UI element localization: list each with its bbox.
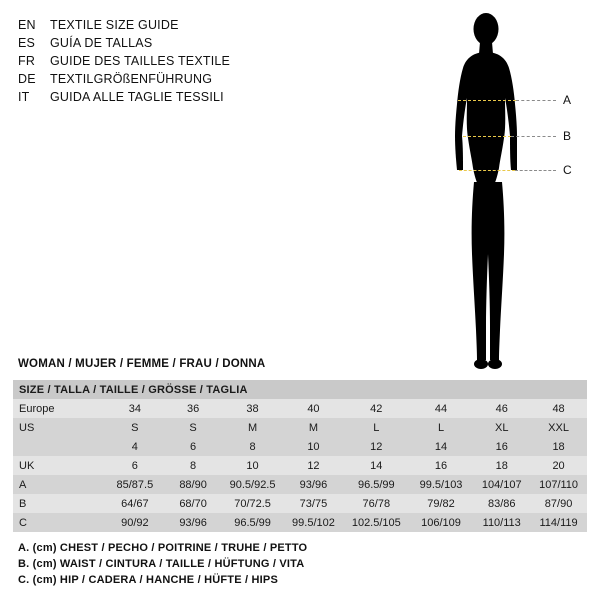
size-table	[13, 380, 587, 532]
measure-label-b: B	[563, 129, 572, 143]
table-row	[13, 437, 587, 456]
cell: 18	[552, 440, 565, 453]
table-row	[13, 399, 587, 418]
cell: 73/75	[299, 497, 328, 510]
measurement-legend	[18, 540, 578, 588]
cell: 88/90	[179, 478, 207, 491]
female-silhouette-icon	[430, 8, 590, 378]
row-label: UK	[19, 459, 35, 472]
measure-line-chest	[458, 100, 516, 101]
language-code: EN	[18, 18, 36, 32]
cell: XL	[494, 421, 509, 434]
cell: 6	[190, 440, 197, 453]
cell: 18	[495, 459, 508, 472]
measure-label-a: A	[563, 93, 572, 107]
cell: 107/110	[539, 478, 579, 491]
cell: M	[308, 421, 319, 434]
language-text: TEXTILE SIZE GUIDE	[50, 18, 179, 32]
cell: 114/119	[539, 516, 578, 529]
cell: 14	[370, 459, 383, 472]
cell: 46	[495, 402, 508, 415]
cell: 93/96	[179, 516, 207, 529]
row-label: B	[19, 497, 27, 510]
cell: M	[247, 421, 258, 434]
cell: 10	[307, 440, 320, 453]
language-code: ES	[18, 36, 36, 50]
cell: S	[131, 421, 139, 434]
cell: 96.5/99	[234, 516, 271, 529]
table-header-row	[13, 380, 587, 399]
row-label: US	[19, 421, 35, 434]
cell: 83/86	[487, 497, 516, 510]
cell: 16	[495, 440, 508, 453]
row-label: A	[19, 478, 27, 491]
language-row	[18, 34, 348, 52]
row-label	[13, 437, 106, 456]
measure-leader-waist	[511, 136, 556, 137]
measure-leader-hip	[515, 170, 556, 171]
group-title: WOMAN / MUJER / FEMME / FRAU / DONNA	[18, 358, 266, 370]
cell: 4	[131, 440, 138, 453]
language-row	[18, 16, 348, 34]
body-figure	[430, 8, 590, 378]
cell: 104/107	[481, 478, 522, 491]
legend-line-b: B. (cm) WAIST / CINTURA / TAILLE / HÜFTUNG / VITA	[18, 558, 305, 570]
cell: XXL	[548, 421, 569, 434]
measure-line-waist	[463, 136, 511, 137]
cell: 36	[186, 402, 200, 415]
measure-label-c: C	[563, 163, 572, 177]
row-label: Europe	[19, 402, 55, 415]
language-text: TEXTILGRÖßENFÜHRUNG	[50, 72, 213, 86]
cell: 76/78	[362, 497, 391, 510]
language-row	[18, 52, 348, 70]
table-row	[13, 494, 587, 513]
cell: 38	[246, 402, 259, 415]
cell: 85/87.5	[116, 478, 154, 491]
legend-line-a: A. (cm) CHEST / PECHO / POITRINE / TRUHE / PETTO	[18, 542, 308, 554]
table-row	[13, 456, 587, 475]
cell: 12	[307, 459, 320, 472]
cell: 34	[128, 402, 141, 415]
row-label: C	[19, 516, 27, 529]
table-row	[13, 475, 587, 494]
table-row	[13, 418, 587, 437]
table-header-label: SIZE / TALLA / TAILLE / GRÖSSE / TAGLIA	[19, 383, 248, 396]
language-text: GUÍA DE TALLAS	[50, 36, 153, 50]
cell: 12	[370, 440, 383, 453]
cell: 99.5/103	[419, 478, 463, 491]
language-row	[18, 88, 348, 106]
cell: 48	[552, 402, 565, 415]
cell: 16	[434, 459, 448, 472]
cell: 8	[190, 459, 197, 472]
measure-line-hip	[459, 170, 515, 171]
cell: 90.5/92.5	[229, 478, 276, 491]
language-text: GUIDA ALLE TAGLIE TESSILI	[50, 90, 224, 104]
cell: 93/96	[299, 478, 328, 491]
legend-line-c: C. (cm) HIP / CADERA / HANCHE / HÜFTE / HIPS	[18, 574, 278, 586]
cell: 8	[249, 440, 256, 453]
cell: 99.5/102	[292, 516, 335, 529]
cell: L	[373, 421, 380, 434]
table-row	[13, 513, 587, 532]
measure-leader-chest	[516, 100, 556, 101]
cell: 79/82	[427, 497, 455, 510]
cell: 44	[434, 402, 448, 415]
cell: L	[437, 421, 445, 434]
cell: 42	[370, 402, 383, 415]
language-code: FR	[18, 54, 36, 68]
language-code: IT	[18, 90, 30, 104]
cell: 106/109	[421, 516, 461, 529]
cell: 87/90	[544, 497, 573, 510]
cell: 102.5/105	[351, 516, 401, 529]
cell: 70/72.5	[234, 497, 271, 510]
cell: 110/113	[482, 516, 521, 529]
cell: 68/70	[179, 497, 207, 510]
cell: 90/92	[121, 516, 149, 529]
language-row	[18, 70, 348, 88]
language-code: DE	[18, 72, 36, 86]
language-text: GUIDE DES TAILLES TEXTILE	[50, 54, 231, 68]
language-list	[18, 16, 348, 106]
cell: 96.5/99	[357, 478, 395, 491]
cell: 10	[246, 459, 259, 472]
cell: 20	[552, 459, 565, 472]
cell: 14	[434, 440, 448, 453]
cell: 6	[131, 459, 138, 472]
cell: 40	[307, 402, 320, 415]
cell: S	[189, 421, 197, 434]
cell: 64/67	[121, 497, 149, 510]
